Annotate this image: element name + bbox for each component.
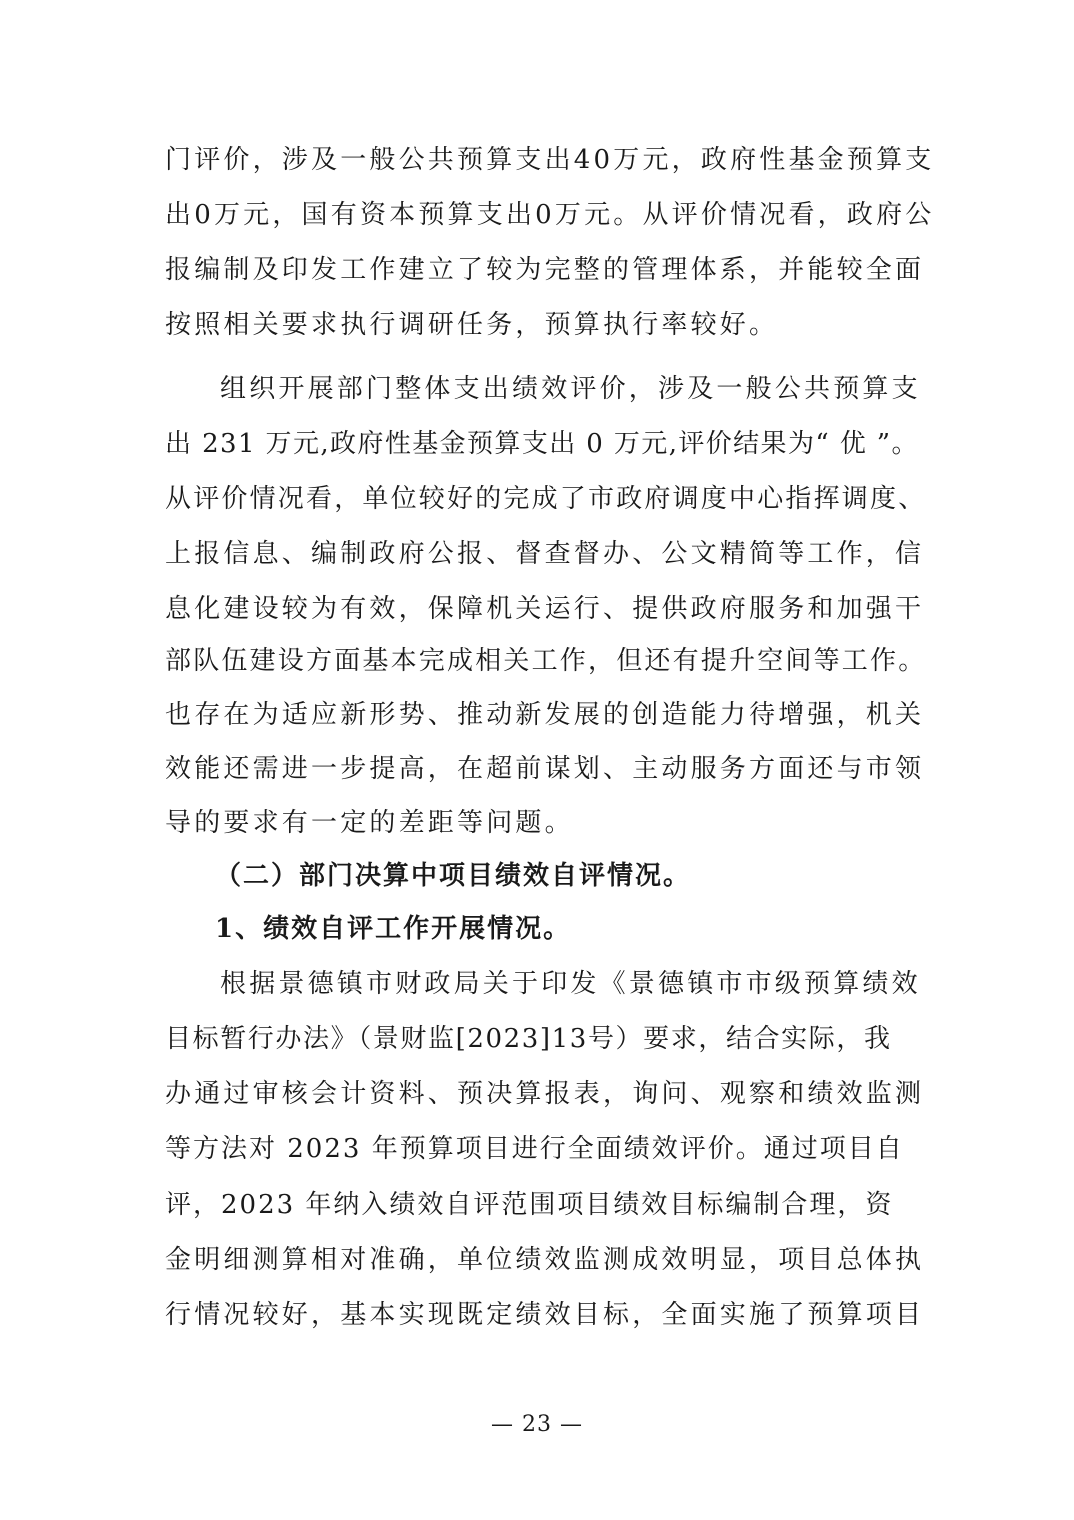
paragraph-3-line-3: 办通过审核会计资料、预决算报表，询问、观察和绩效监测 xyxy=(165,1079,925,1109)
paragraph-2-line-1: 组织开展部门整体支出绩效评价，涉及一般公共预算支 xyxy=(220,374,921,404)
paragraph-2-line-2: 出 231 万元,政府性基金预算支出 0 万元,评价结果为“ 优 ”。 xyxy=(165,429,919,459)
paragraph-1-line-4: 按照相关要求执行调研任务，预算执行率较好。 xyxy=(165,310,779,340)
paragraph-3-line-7: 行情况较好，基本实现既定绩效目标，全面实施了预算项目 xyxy=(165,1300,925,1330)
paragraph-2-line-7: 也存在为适应新形势、推动新发展的创造能力待增强，机关 xyxy=(165,700,925,730)
paragraph-2-line-9: 导的要求有一定的差距等问题。 xyxy=(165,808,574,838)
paragraph-2-line-4: 上报信息、编制政府公报、督查督办、公文精简等工作，信 xyxy=(165,539,925,569)
paragraph-3-line-4: 等方法对 2023 年预算项目进行全面绩效评价。通过项目自 xyxy=(165,1134,904,1164)
paragraph-3-line-5: 评，2023 年纳入绩效自评范围项目绩效目标编制合理，资 xyxy=(165,1190,894,1220)
paragraph-1-line-1: 门评价，涉及一般公共预算支出40万元，政府性基金预算支 xyxy=(165,145,935,175)
paragraph-2-line-8: 效能还需进一步提高，在超前谋划、主动服务方面还与市领 xyxy=(165,754,925,784)
paragraph-3-line-6: 金明细测算相对准确，单位绩效监测成效明显，项目总体执 xyxy=(165,1245,925,1275)
paragraph-1-line-3: 报编制及印发工作建立了较为完整的管理体系，并能较全面 xyxy=(165,255,925,285)
paragraph-3-line-1: 根据景德镇市财政局关于印发《景德镇市市级预算绩效 xyxy=(220,969,921,999)
paragraph-3-line-2: 目标暂行办法》（景财监[2023]13号）要求，结合实际，我 xyxy=(165,1024,892,1054)
paragraph-2-line-6: 部队伍建设方面基本完成相关工作，但还有提升空间等工作。 xyxy=(165,646,927,676)
subsection-heading: 1、绩效自评工作开展情况。 xyxy=(215,914,572,944)
paragraph-1-line-2: 出0万元，国有资本预算支出0万元。从评价情况看，政府公 xyxy=(165,200,935,230)
page-number: — 23 — xyxy=(491,1412,583,1437)
paragraph-2-line-5: 息化建设较为有效，保障机关运行、提供政府服务和加强干 xyxy=(165,594,925,624)
paragraph-2-line-3: 从评价情况看，单位较好的完成了市政府调度中心指挥调度、 xyxy=(165,484,927,514)
section-heading: （二）部门决算中项目绩效自评情况。 xyxy=(215,861,692,891)
